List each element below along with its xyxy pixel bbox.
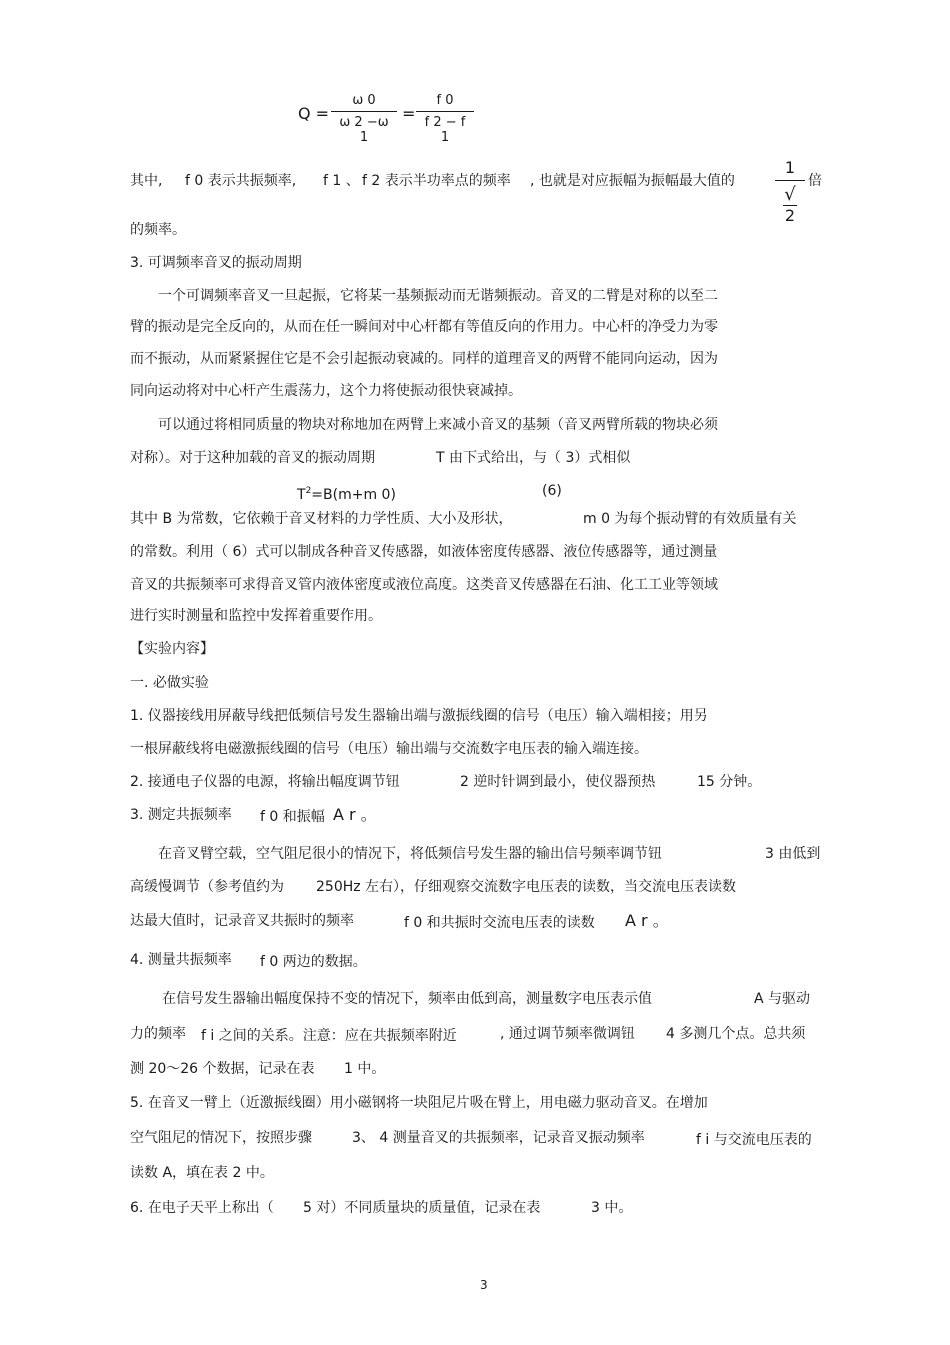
paragraph-line: 在信号发生器输出幅度保持不变的情况下，频率由低到高，测量数字电压表示值: [162, 991, 652, 1007]
list-item: 3、 4 测量音叉的共振频率，记录音叉振动频率: [352, 1130, 645, 1146]
paragraph-line: 其中 B 为常数，它依赖于音叉材料的力学性质、大小及形状，: [130, 511, 513, 527]
fraction-denominator: ω 2 −ω 1: [339, 115, 389, 145]
formula-q-fraction-2: [416, 93, 474, 145]
list-item: 2 逆时针调到最小，使仪器预热: [460, 774, 656, 790]
paragraph-line: f i 之间的关系。注意：应在共振频率附近: [201, 1028, 457, 1044]
paragraph-line: m 0 为每个振动臂的有效质量有关: [583, 511, 797, 527]
paragraph-line: 可以通过将相同质量的物块对称地加在两臂上来减小音叉的基频（音叉两臂所载的物块必须: [158, 417, 718, 433]
list-item: 3. 测定共振频率: [130, 807, 232, 823]
paragraph-line: T 由下式给出，与（ 3）式相似: [436, 450, 631, 466]
paragraph-line: 对称）。对于这种加载的音叉的振动周期: [130, 450, 375, 466]
fraction-line: [775, 180, 805, 181]
list-item: 空气阻尼的情况下，按照步骤: [130, 1130, 312, 1146]
explain-prefix: 其中,: [130, 173, 163, 189]
list-item: A r 。: [333, 805, 377, 824]
fraction-line: [416, 111, 474, 112]
paragraph-line: 而不振动，从而紧紧握住它是不会引起振动衰减的。同样的道理音叉的两臂不能同向运动，因为: [130, 351, 718, 367]
formula-q-lhs: Q =: [298, 104, 330, 123]
paragraph-line: 250Hz 左右），仔细观察交流数字电压表的读数，当交流电压表读数: [316, 879, 737, 895]
sqrt-icon: √: [784, 184, 796, 205]
formula-6: $T^2=B(m+m$ 0): [297, 486, 396, 503]
paragraph-line: 进行实时测量和监控中发挥着重要作用。: [130, 608, 382, 624]
explain-f0: f 0 表示共振频率,: [185, 173, 297, 189]
fraction-denominator: √2: [784, 184, 796, 225]
paragraph-line: 同向运动将对中心杆产生震荡力，这个力将使振动很快衰减掉。: [130, 383, 522, 399]
explain-f1: f 1 、: [323, 173, 360, 189]
formula-q-equals: =: [402, 104, 416, 123]
paragraph-line: 在音叉臂空载，空气阻尼很小的情况下，将低频信号发生器的输出信号频率调节钮: [158, 846, 662, 862]
paragraph-line: A 与驱动: [754, 991, 811, 1007]
paragraph-line: 达最大值时，记录音叉共振时的频率: [130, 913, 354, 929]
list-item: 一根屏蔽线将电磁激振线圈的信号（电压）输出端与交流数字电压表的输入端连接。: [130, 741, 648, 757]
paragraph-line: A r 。: [625, 911, 669, 930]
list-item: 1. 仪器接线用屏蔽导线把低频信号发生器输出端与激振线圈的信号（电压）输入端相接；用另: [130, 708, 708, 724]
explain-tail: , 也就是对应振幅为振幅最大值的: [530, 173, 735, 189]
list-item: 6. 在电子天平上称出（: [130, 1200, 274, 1216]
paragraph-line: , 通过调节频率微调钮: [500, 1026, 635, 1042]
explain-f2: f 2 表示半功率点的频率: [362, 173, 511, 189]
list-item: 3 中。: [591, 1200, 633, 1216]
list-item: f 0 和振幅: [260, 809, 325, 825]
explain-bei: 倍: [808, 173, 822, 189]
inverse-sqrt2-fraction: [775, 158, 805, 225]
list-item: 5 对）不同质量块的质量值，记录在表: [303, 1200, 541, 1216]
paragraph-line: 力的频率: [130, 1026, 186, 1042]
paragraph-line: 测 20～26 个数据，记录在表: [130, 1061, 315, 1077]
list-item: 2. 接通电子仪器的电源，将输出幅度调节钮: [130, 774, 400, 790]
fraction-numerator: 1: [784, 158, 796, 177]
paragraph-line: 的常数。利用（ 6）式可以制成各种音叉传感器，如液体密度传感器、液位传感器等，通过测量: [130, 544, 718, 560]
formula-q-fraction-1: [331, 93, 397, 145]
list-item: 5. 在音叉一臂上（近激振线圈）用小磁钢将一块阻尼片吸在臂上，用电磁力驱动音叉。在增加: [130, 1095, 708, 1111]
list-item: f i 与交流电压表的: [696, 1132, 812, 1148]
list-item: f 0 两边的数据。: [260, 954, 367, 970]
fraction-numerator: ω 0: [352, 93, 376, 108]
paragraph-line: 4 多测几个点。总共须: [666, 1026, 806, 1042]
fraction-line: [331, 111, 397, 112]
paragraph-line: f 0 和共振时交流电压表的读数: [404, 915, 595, 931]
fraction-denominator: f 2 − f 1: [424, 115, 466, 145]
paragraph-line: 高缓慢调节（参考值约为: [130, 879, 284, 895]
fraction-numerator: f 0: [436, 93, 454, 108]
paragraph-line: 1 中。: [344, 1061, 386, 1077]
paragraph-line: 一个可调频率音叉一旦起振，它将某一基频振动而无谐频振动。音叉的二臂是对称的以至二: [158, 288, 718, 304]
formula-6-number: (6): [542, 483, 562, 499]
experiment-subheader: 一. 必做实验: [130, 675, 209, 691]
list-item: 读数 A，填在表 2 中。: [130, 1165, 274, 1181]
list-item: 15 分钟。: [697, 774, 762, 790]
paragraph-line: 臂的振动是完全反向的，从而在任一瞬间对中心杆都有等值反向的作用力。中心杆的净受力为零: [130, 319, 718, 335]
paragraph-line: 音叉的共振频率可求得音叉管内液体密度或液位高度。这类音叉传感器在石油、化工工业等领域: [130, 577, 718, 593]
list-item: 4. 测量共振频率: [130, 952, 232, 968]
section-title: 3. 可调频率音叉的振动周期: [130, 255, 302, 271]
explain-line-2: 的频率。: [130, 222, 186, 238]
paragraph-line: 3 由低到: [765, 846, 821, 862]
page-number: 3: [480, 1278, 488, 1292]
experiment-header: 【实验内容】: [130, 641, 214, 657]
